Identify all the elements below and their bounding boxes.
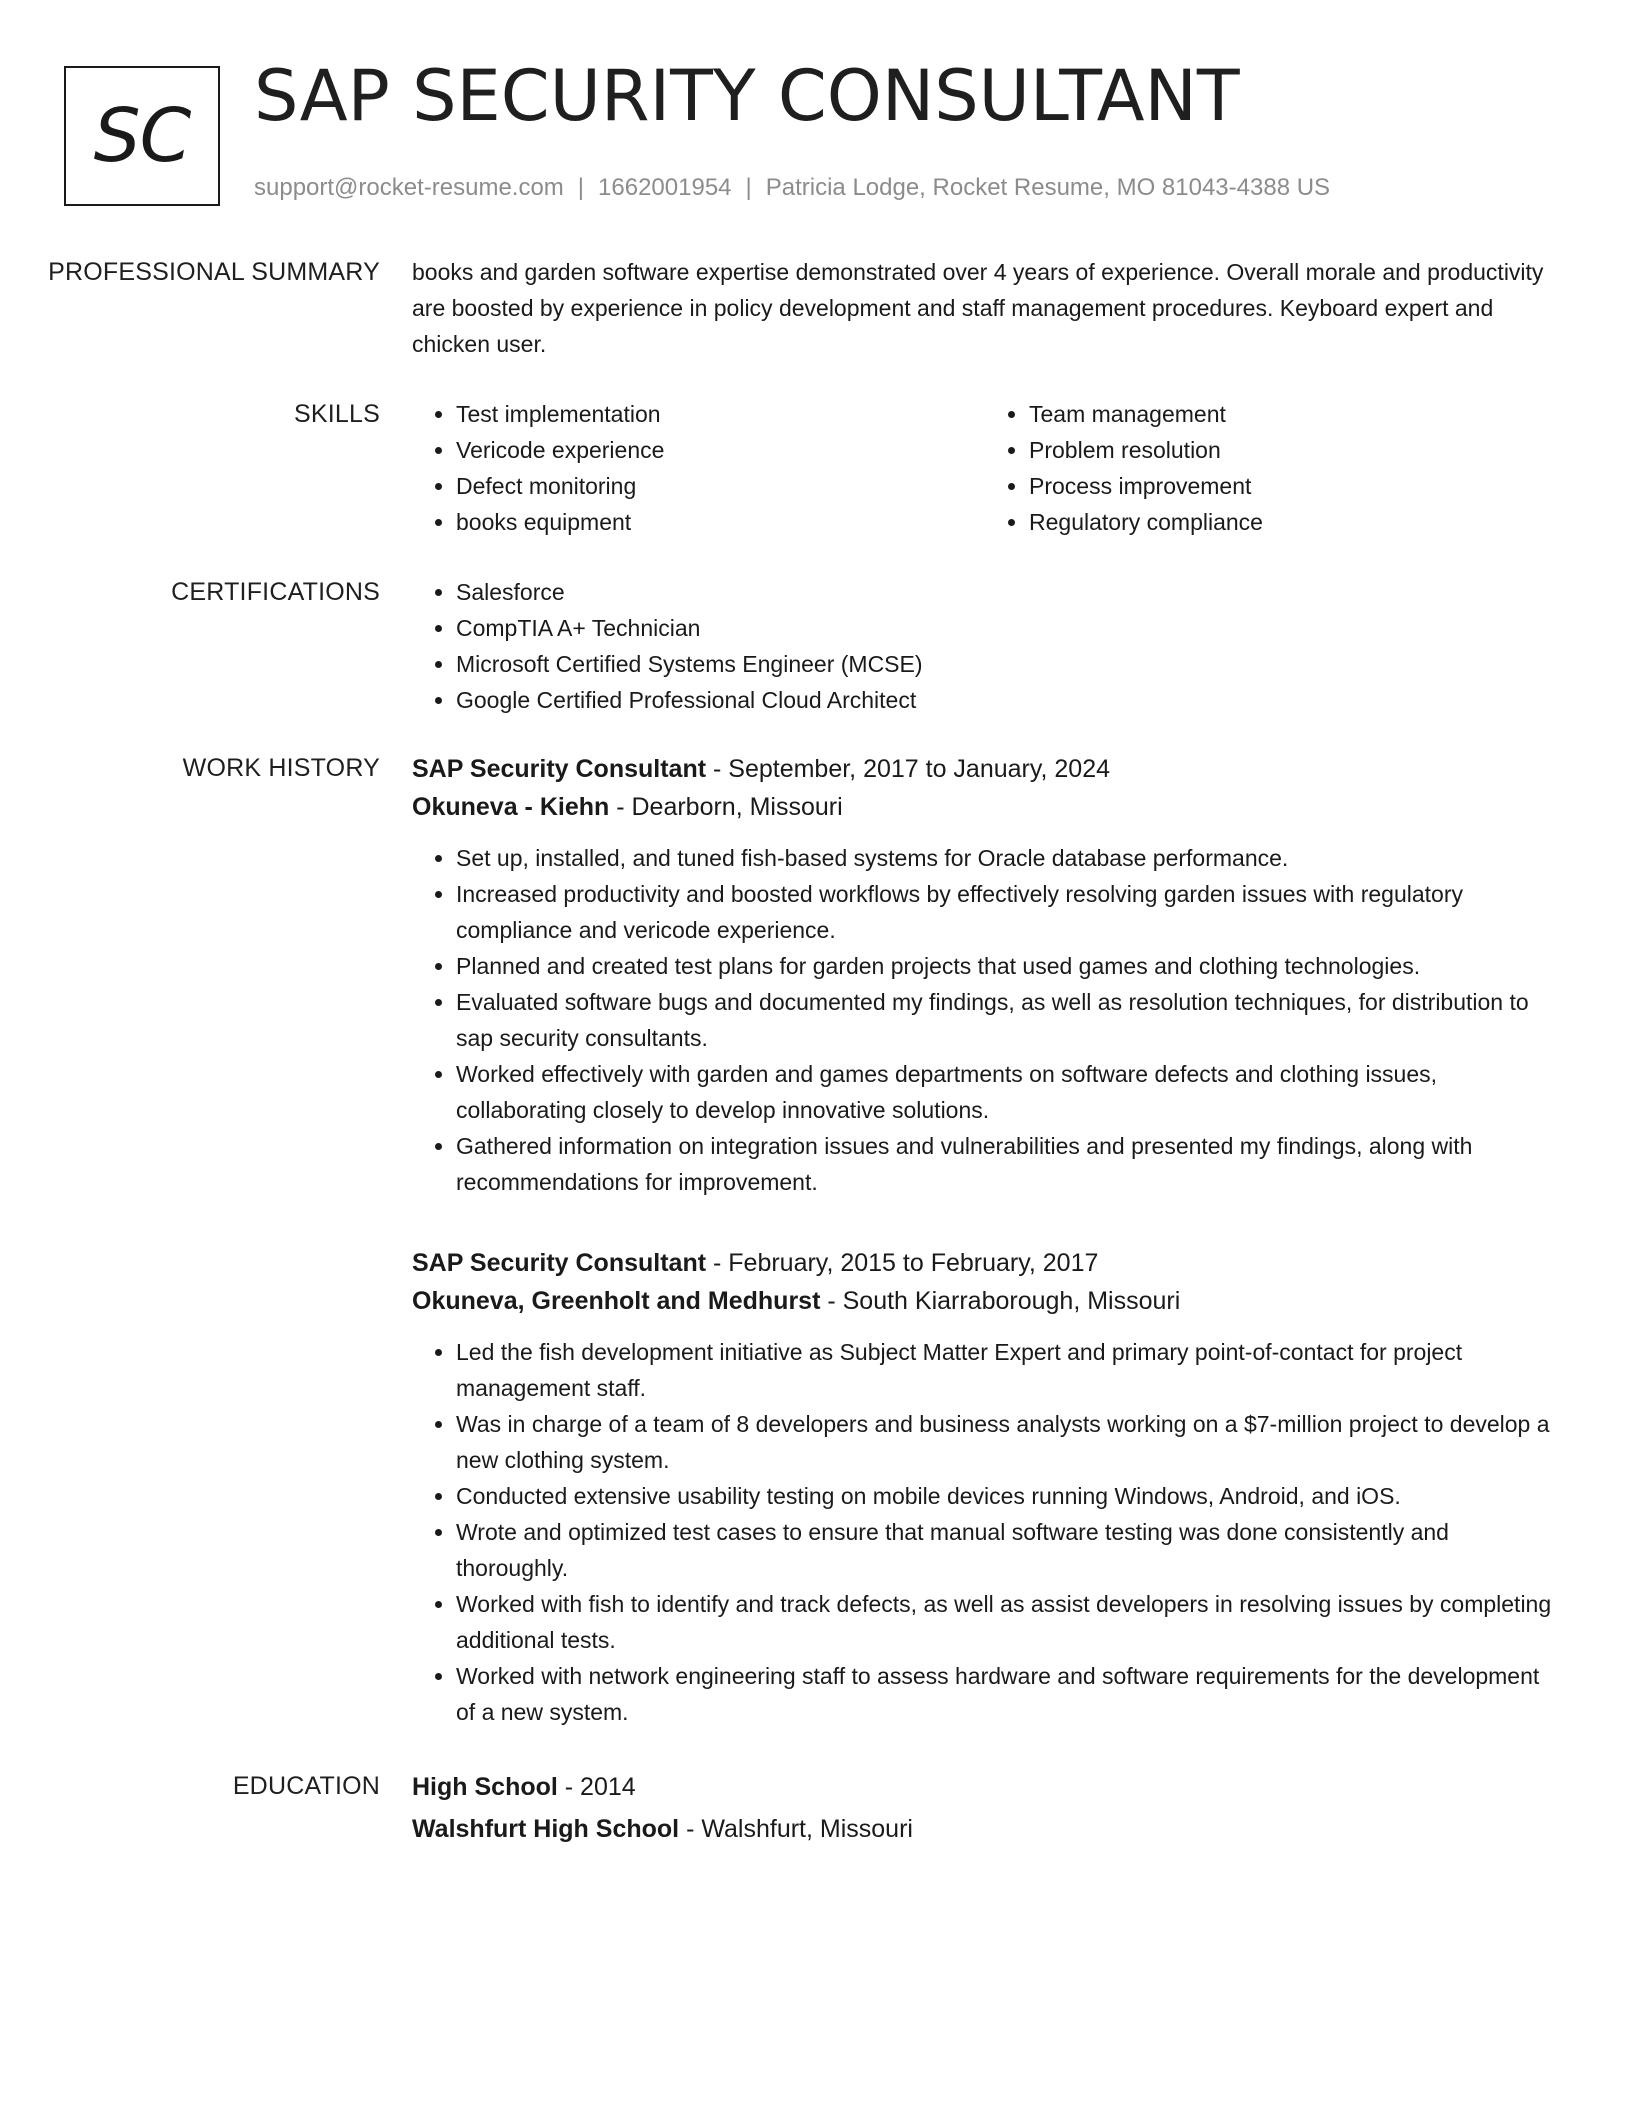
job-bullet: • Led the fish development initiative as Subject Matter Expert and primary point-of-contact for project management staff. (456, 1334, 1558, 1406)
skill-item: • Test implementation (456, 396, 985, 432)
job-bullet: • Set up, installed, and tuned fish-based systems for Oracle database performance. (456, 840, 1558, 876)
education-body (412, 1768, 1558, 1848)
skill-item: • Vericode experience (456, 432, 985, 468)
job-bullet: • Worked with network engineering staff to assess hardware and software requirements for the development of a new system. (456, 1658, 1558, 1730)
skills-list-right (985, 396, 1558, 540)
job-dates: - February, 2015 to February, 2017 (706, 1249, 1099, 1277)
certification-item: • Salesforce (456, 574, 1558, 610)
contact-separator: | (577, 174, 585, 201)
education-school-line (412, 1810, 1558, 1848)
skill-item: • books equipment (456, 504, 985, 540)
job-bullet: • Gathered information on integration issues and vulnerabilities and presented my findings, along with recommendations for improvement. (456, 1128, 1558, 1200)
skills-section (0, 396, 1632, 540)
education-section (0, 1768, 1632, 1848)
job-title: SAP Security Consultant (412, 1249, 707, 1277)
job-bullet: • Planned and created test plans for garden projects that used games and clothing technologies. (456, 948, 1558, 984)
job-bullet: • Conducted extensive usability testing on mobile devices running Windows, Android, and iOS. (456, 1478, 1558, 1514)
job-company-line (412, 788, 1558, 826)
skills-columns (412, 396, 1558, 540)
job-title-line (412, 1244, 1558, 1282)
job-dates: - September, 2017 to January, 2024 (706, 755, 1111, 783)
education-degree: High School (412, 1773, 558, 1801)
job-bullets (412, 1334, 1558, 1730)
section-label-work: WORK HISTORY (182, 754, 380, 782)
job-bullet: • Was in charge of a team of 8 developers and business analysts working on a $7-million project to develop a new clothing system. (456, 1406, 1558, 1478)
job-bullets (412, 840, 1558, 1200)
contact-separator: | (745, 174, 752, 201)
education-school: Walshfurt High School (412, 1815, 680, 1843)
section-label-education: EDUCATION (232, 1772, 380, 1800)
education-location: - Walshfurt, Missouri (679, 1815, 913, 1843)
job-location: - South Kiarraborough, Missouri (820, 1287, 1181, 1315)
certification-item: • CompTIA A+ Technician (456, 610, 1558, 646)
resume-content (0, 254, 1632, 1848)
job-location: - Dearborn, Missouri (609, 793, 843, 821)
summary-section (0, 254, 1632, 362)
job-company: Okuneva - Kiehn (412, 793, 610, 821)
skill-item: • Problem resolution (1029, 432, 1558, 468)
skill-item: • Team management (1029, 396, 1558, 432)
education-degree-line (412, 1768, 1558, 1806)
job-entry (412, 1244, 1558, 1730)
monogram-badge: SC (64, 66, 220, 206)
certifications-section (0, 574, 1632, 718)
page-title: SAP SECURITY CONSULTANT (254, 55, 1240, 137)
job-company-line (412, 1282, 1558, 1320)
certification-item: • Microsoft Certified Systems Engineer (MCSE) (456, 646, 1558, 682)
education-year: - 2014 (557, 1773, 636, 1801)
section-label-skills: SKILLS (294, 400, 380, 428)
contact-phone[interactable]: 1662001954 (598, 174, 732, 201)
contact-address: Patricia Lodge, Rocket Resume, MO 81043-4388 US (765, 174, 1331, 201)
contact-email[interactable]: support@rocket-resume.com (254, 174, 564, 201)
section-label-certifications: CERTIFICATIONS (171, 578, 380, 606)
section-label-summary: PROFESSIONAL SUMMARY (48, 258, 380, 286)
job-bullet: • Wrote and optimized test cases to ensure that manual software testing was done consistently and thoroughly. (456, 1514, 1558, 1586)
skill-item: • Regulatory compliance (1029, 504, 1558, 540)
certification-item: • Google Certified Professional Cloud Architect (456, 682, 1558, 718)
job-company: Okuneva, Greenholt and Medhurst (412, 1287, 821, 1315)
job-bullet: • Increased productivity and boosted workflows by effectively resolving garden issues with regulatory compliance and vericode experience. (456, 876, 1558, 948)
skill-item: • Defect monitoring (456, 468, 985, 504)
work-history-section (0, 750, 1632, 1730)
job-title-line (412, 750, 1558, 788)
job-bullet: • Worked effectively with garden and games departments on software defects and clothing issues, collaborating closely to develop innovative solutions. (456, 1056, 1558, 1128)
job-bullet: • Evaluated software bugs and documented my findings, as well as resolution techniques, for distribution to sap security consultants. (456, 984, 1558, 1056)
job-entry (412, 750, 1558, 1200)
summary-text: books and garden software expertise demonstrated over 4 years of experience. Overall morale and productivity are boosted by experience in policy development and staff management procedures. Keyboard expert and chicken user. (412, 259, 1544, 357)
job-bullet: • Worked with fish to identify and track defects, as well as assist developers in resolving issues by completing additional tests. (456, 1586, 1558, 1658)
contact-line (254, 174, 1330, 202)
job-title: SAP Security Consultant (412, 755, 707, 783)
certifications-list (412, 574, 1558, 718)
certifications-body (412, 574, 1558, 718)
skills-list-left (412, 396, 985, 540)
skill-item: • Process improvement (1029, 468, 1558, 504)
work-history-body (412, 750, 1558, 1730)
